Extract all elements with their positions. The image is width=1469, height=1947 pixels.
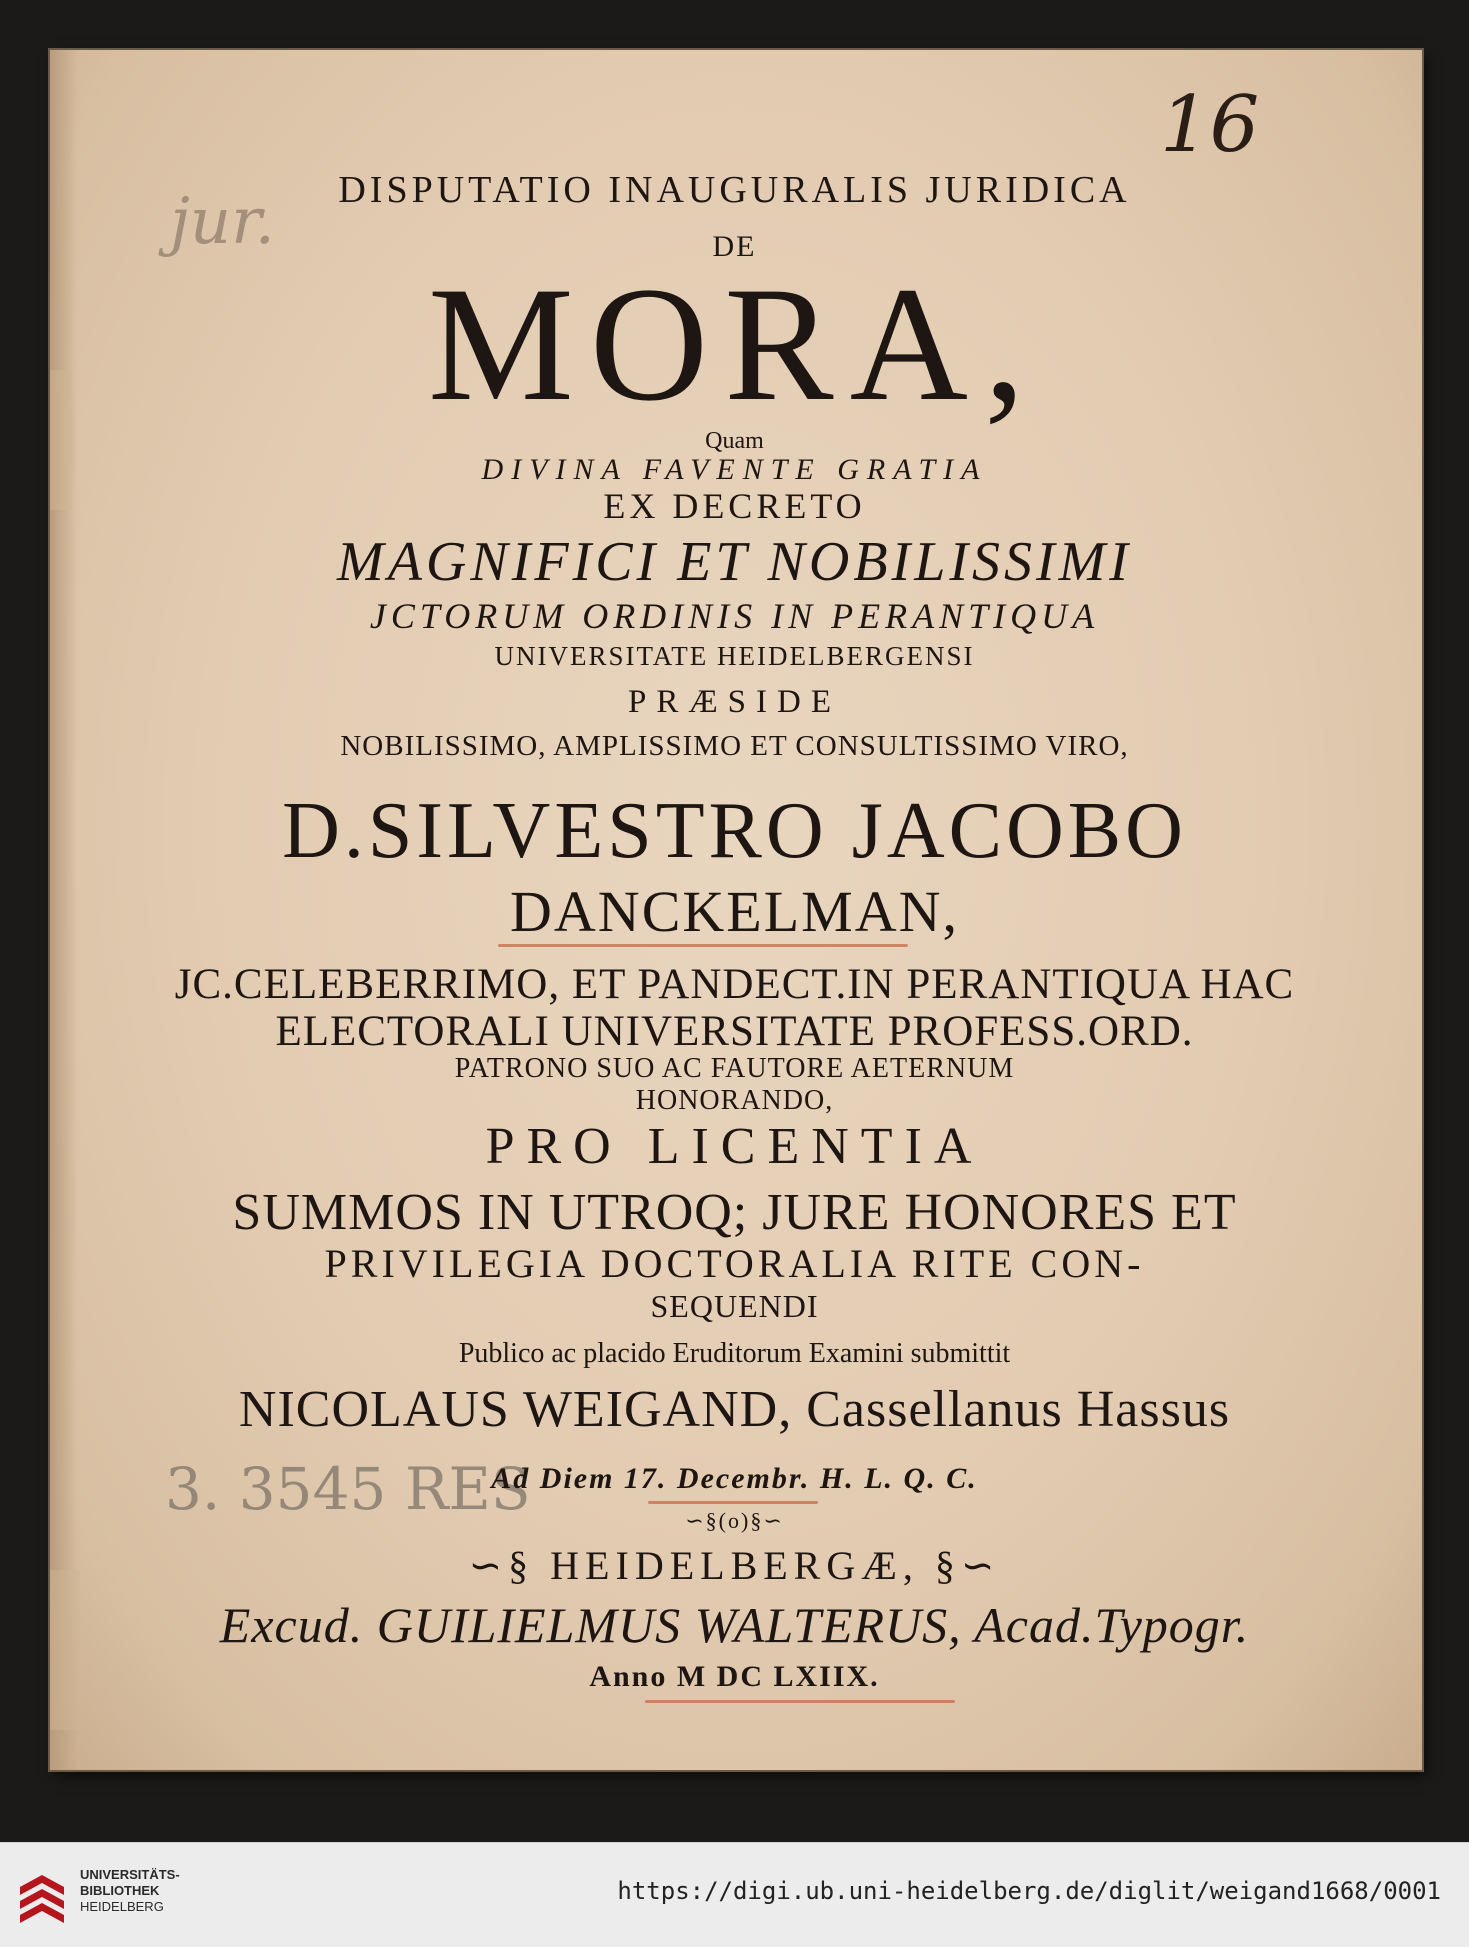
- title-pro-licentia: PRO LICENTIA: [485, 1118, 984, 1175]
- viewer-footer: [0, 1842, 1469, 1947]
- title-honorando: HONORANDO,: [635, 1085, 834, 1116]
- title-nobilissimo: NOBILISSIMO, AMPLISSIMO ET CONSULTISSIMO VIRO,: [340, 730, 1129, 762]
- logo-line-1: UNIVERSITÄTS-: [80, 1867, 180, 1882]
- red-underline: [498, 944, 908, 947]
- permalink-url[interactable]: https://digi.ub.uni-heidelberg.de/diglit/weigand1668/0001: [617, 1877, 1441, 1905]
- imprint-place: ∽§ HEIDELBERGÆ, §∽: [468, 1543, 1001, 1588]
- title-sequendi: SEQUENDI: [650, 1288, 819, 1324]
- imprint-printer: Excud. GUILIELMUS WALTERUS, Acad.Typogr.: [219, 1597, 1250, 1653]
- title-magnifici: MAGNIFICI ET NOBILISSIMI: [337, 531, 1132, 593]
- title-praeside: PRÆSIDE: [627, 684, 842, 720]
- handwritten-shelfmark: 3. 3545 RES: [165, 1455, 531, 1523]
- title-jc-celeberrimo: JC.CELEBERRIMO, ET PANDECT.IN PERANTIQUA HAC: [174, 961, 1295, 1008]
- title-decreto: EX DECRETO: [603, 486, 866, 526]
- ornament: ∽§(o)§∽: [685, 1508, 784, 1533]
- library-logo-text: [80, 1867, 180, 1915]
- logo-line-2: BIBLIOTHEK: [80, 1883, 160, 1898]
- title-divina: DIVINA FAVENTE GRATIA: [481, 453, 988, 486]
- title-universitate: UNIVERSITATE HEIDELBERGENSI: [494, 641, 975, 671]
- red-underline: [648, 1501, 818, 1504]
- title-summos: SUMMOS IN UTROQ; JURE HONORES ET: [232, 1184, 1237, 1241]
- logo-line-3: HEIDELBERG: [80, 1899, 164, 1914]
- red-underline: [645, 1700, 955, 1703]
- title-mora: MORA,: [427, 254, 1042, 435]
- president-surname: DANCKELMAN,: [510, 879, 959, 944]
- title-privilegia: PRIVILEGIA DOCTORALIA RITE CON-: [324, 1241, 1145, 1286]
- handwritten-jur-mark: jur.: [170, 185, 275, 259]
- title-jctorum: JCTORUM ORDINIS IN PERANTIQUA: [369, 596, 1100, 636]
- defense-date: Ad Diem 17. Decembr. H. L. Q. C.: [491, 1462, 978, 1495]
- title-patrono: PATRONO SUO AC FAUTORE AETERNUM: [454, 1053, 1015, 1084]
- title-quam: Quam: [705, 428, 764, 454]
- title-line-de: DE: [712, 230, 757, 263]
- imprint-year: Anno M DC LXIIX.: [589, 1660, 880, 1693]
- title-electorali: ELECTORALI UNIVERSITATE PROFESS.ORD.: [275, 1008, 1194, 1055]
- president-name: D.SILVESTRO JACOBO: [282, 787, 1187, 875]
- library-logo-icon: [16, 1857, 68, 1929]
- handwritten-page-number: 16: [1160, 80, 1260, 170]
- respondent-name: NICOLAUS WEIGAND, Cassellanus Hassus: [238, 1381, 1231, 1438]
- title-publico: Publico ac placido Eruditorum Examini submittit: [458, 1338, 1011, 1369]
- title-line-1: DISPUTATIO INAUGURALIS JURIDICA: [338, 169, 1131, 211]
